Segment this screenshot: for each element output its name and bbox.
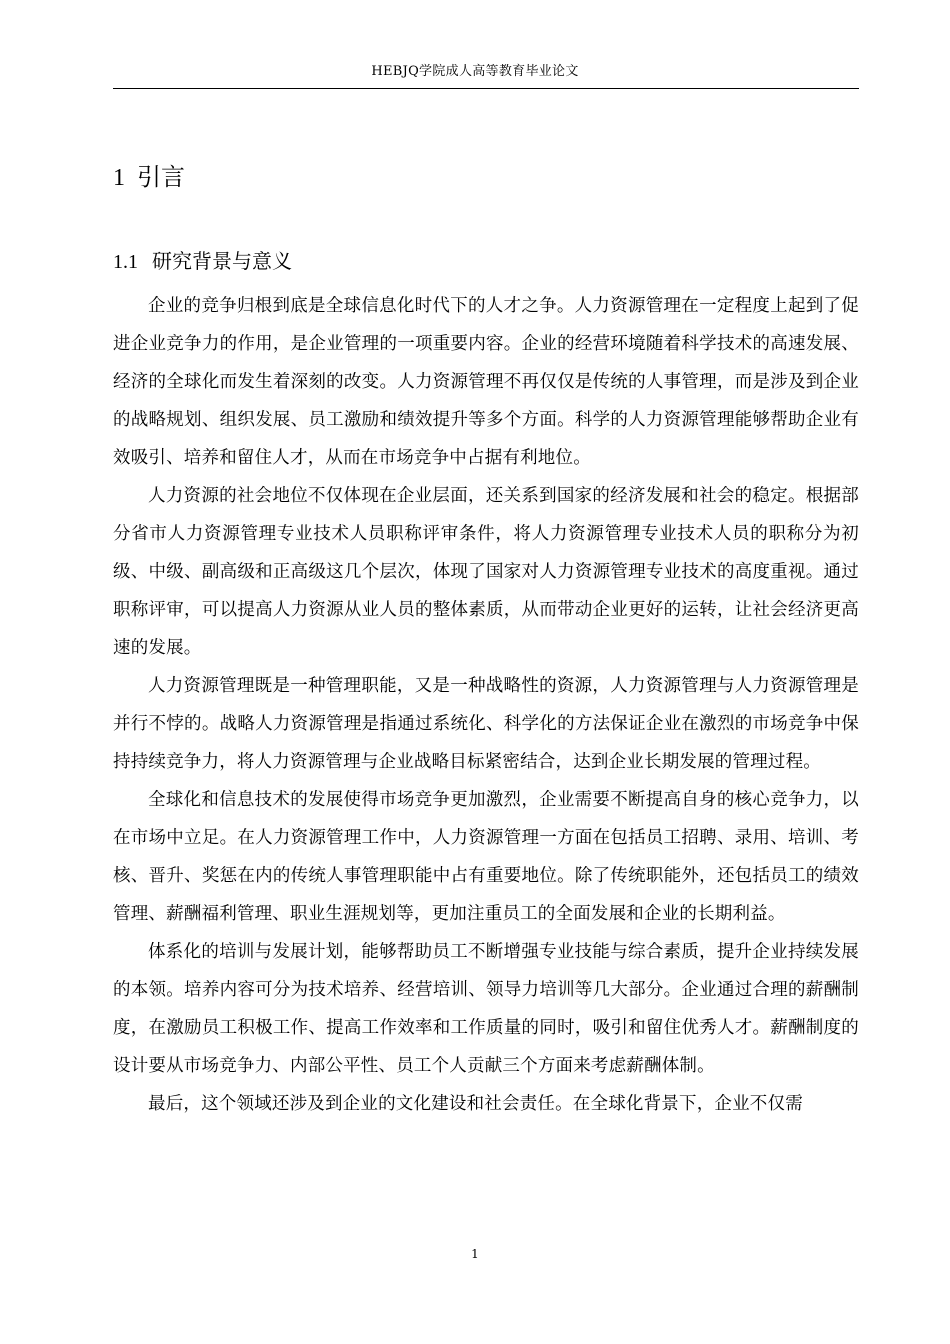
section-number: 1.1 bbox=[113, 251, 138, 273]
paragraph-4: 全球化和信息技术的发展使得市场竞争更加激烈，企业需要不断提高自身的核心竞争力，以在市场中立足。在人力资源管理工作中，人力资源管理一方面在包括员工招聘、录用、培训、考核、晋升、奖惩在内的传统人事管理职能中占有重要地位。除了传统职能外，还包括员工的绩效管理、薪酬福利管理、职业生涯规划等，更加注重员工的全面发展和企业的长期利益。 bbox=[113, 790, 859, 924]
chapter-number: 1 bbox=[113, 165, 125, 191]
section-title: 研究背景与意义 bbox=[152, 249, 292, 273]
paragraph-5: 体系化的培训与发展计划，能够帮助员工不断增强专业技能与综合素质，提升企业持续发展的本领。培养内容可分为技术培养、经营培训、领导力培训等几大部分。企业通过合理的薪酬制度，在激励员工积极工作、提高工作效率和工作质量的同时，吸引和留住优秀人才。薪酬制度的设计要从市场竞争力、内部公平性、员工个人贡献三个方面来考虑薪酬体制。 bbox=[113, 942, 859, 1076]
body-text bbox=[113, 287, 859, 1123]
chapter-heading bbox=[113, 160, 185, 195]
paragraph-2: 人力资源的社会地位不仅体现在企业层面，还关系到国家的经济发展和社会的稳定。根据部分省市人力资源管理专业技术人员职称评审条件，将人力资源管理专业技术人员的职称分为初级、中级、副高级和正高级这几个层次，体现了国家对人力资源管理专业技术的高度重视。通过职称评审，可以提高人力资源从业人员的整体素质，从而带动企业更好的运转，让社会经济更高速的发展。 bbox=[113, 486, 859, 658]
paragraph-3: 人力资源管理既是一种管理职能，又是一种战略性的资源，人力资源管理与人力资源管理是并行不悖的。战略人力资源管理是指通过系统化、科学化的方法保证企业在激烈的市场竞争中保持持续竞争力，将人力资源管理与企业战略目标紧密结合，达到企业长期发展的管理过程。 bbox=[113, 676, 859, 772]
running-header: HEBJQ学院成人高等教育毕业论文 bbox=[371, 64, 579, 79]
paragraph-6: 最后，这个领域还涉及到企业的文化建设和社会责任。在全球化背景下，企业不仅需 bbox=[148, 1094, 803, 1114]
page-number: 1 bbox=[471, 1247, 479, 1261]
header-divider bbox=[113, 88, 859, 89]
chapter-title: 引言 bbox=[137, 163, 185, 191]
section-heading bbox=[113, 246, 292, 277]
paragraph-1: 企业的竞争归根到底是全球信息化时代下的人才之争。人力资源管理在一定程度上起到了促进企业竞争力的作用，是企业管理的一项重要内容。企业的经营环境随着科学技术的高速发展、经济的全球化而发生着深刻的改变。人力资源管理不再仅仅是传统的人事管理，而是涉及到企业的战略规划、组织发展、员工激励和绩效提升等多个方面。科学的人力资源管理能够帮助企业有效吸引、培养和留住人才，从而在市场竞争中占据有利地位。 bbox=[113, 296, 859, 468]
